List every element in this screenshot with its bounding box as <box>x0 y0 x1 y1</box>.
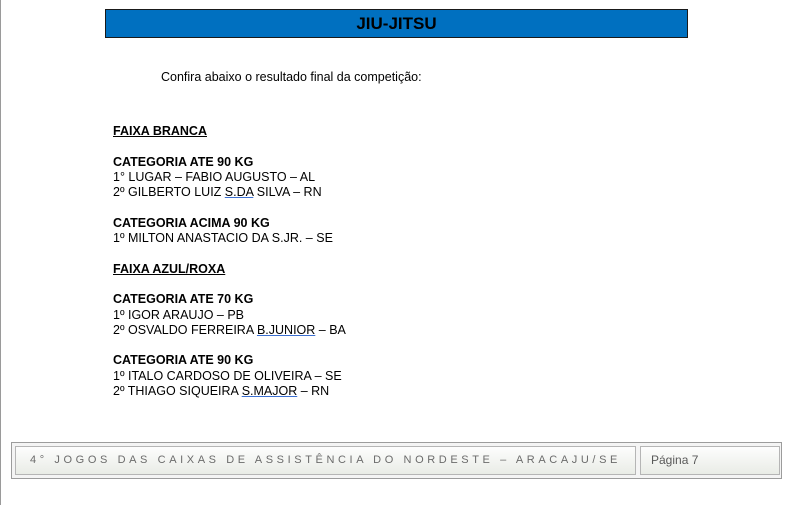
result-line <box>113 384 346 399</box>
page-footer <box>11 442 782 479</box>
page-title: JIU-JITSU <box>356 14 437 33</box>
footer-event-name: 4° JOGOS DAS CAIXAS DE ASSISTÊNCIA DO NORDESTE – ARACAJU/SE <box>15 446 636 475</box>
spellcheck-marked-word: S.DA <box>224 185 254 200</box>
page-number: 7 <box>691 453 699 467</box>
result-line: 1° LUGAR – FABIO AUGUSTO – AL <box>113 169 316 184</box>
category-heading: CATEGORIA ACIMA 90 KG <box>113 215 270 230</box>
section-title-banner <box>105 9 688 38</box>
spacer <box>113 277 346 292</box>
page-left-edge <box>0 0 1 505</box>
spacer <box>113 200 346 215</box>
result-text: – RN <box>297 384 330 399</box>
result-line <box>113 323 346 338</box>
belt-heading-blue-purple: FAIXA AZUL/ROXA <box>113 261 226 276</box>
result-text: 2º THIAGO SIQUEIRA <box>113 384 242 399</box>
spacer <box>113 246 346 261</box>
spacer <box>113 139 346 154</box>
category-heading: CATEGORIA ATE 90 KG <box>113 154 254 169</box>
result-text: SILVA – RN <box>253 185 322 200</box>
result-line: 1º ITALO CARDOSO DE OLIVEIRA – SE <box>113 368 342 383</box>
intro-text: Confira abaixo o resultado final da competição: <box>161 70 422 84</box>
result-text: – BA <box>315 322 346 337</box>
result-text: 2º OSVALDO FERREIRA <box>113 322 257 337</box>
category-heading: CATEGORIA ATE 70 KG <box>113 292 254 307</box>
belt-heading-white: FAIXA BRANCA <box>113 124 207 138</box>
result-line <box>113 185 346 200</box>
result-line: 1º MILTON ANASTACIO DA S.JR. – SE <box>113 231 333 246</box>
page-label: Página <box>651 453 689 467</box>
result-text: 2º GILBERTO LUIZ <box>113 185 225 200</box>
result-line: 1º IGOR ARAUJO – PB <box>113 307 244 322</box>
results-list <box>113 124 346 399</box>
category-heading: CATEGORIA ATE 90 KG <box>113 353 254 368</box>
spacer <box>113 338 346 353</box>
spellcheck-marked-word: S.MAJOR <box>241 384 298 399</box>
spellcheck-marked-word: B.JUNIOR <box>256 322 316 337</box>
footer-page-number <box>640 446 780 475</box>
